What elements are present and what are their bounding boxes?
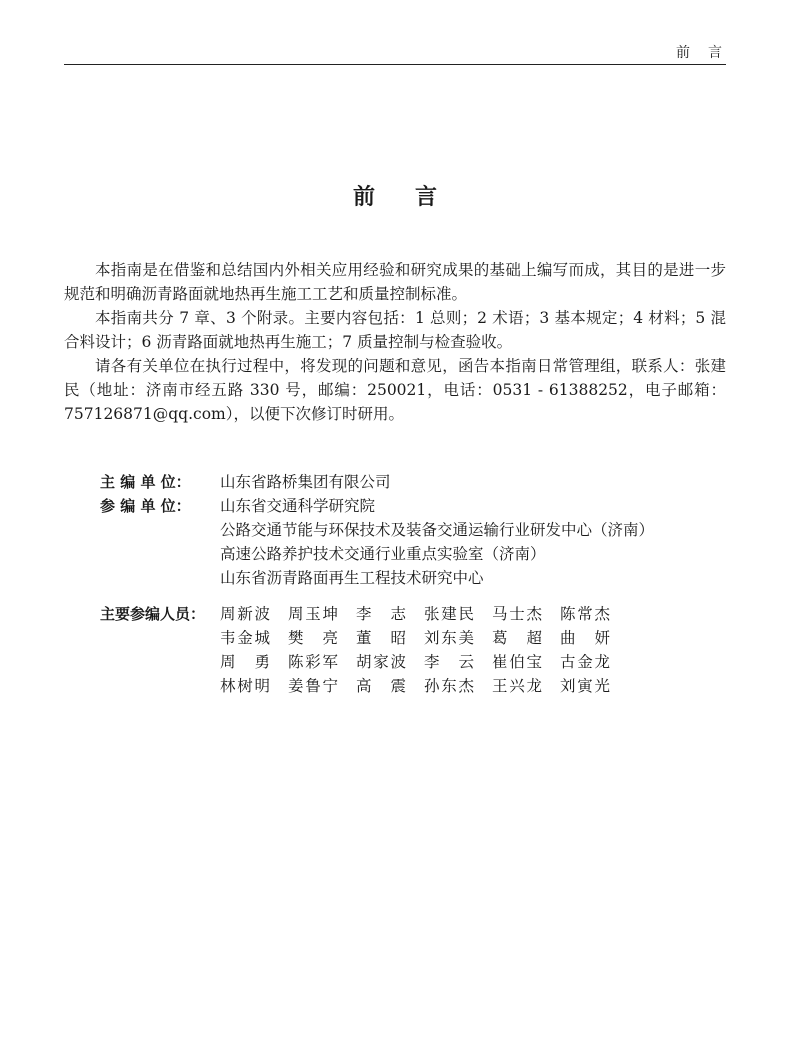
participant-name: 曲妍 <box>560 629 610 647</box>
co-editors-label: 参 编 单 位： <box>100 497 191 515</box>
participant-name: 高震 <box>356 677 406 695</box>
co-editor-unit: 公路交通节能与环保技术及装备交通运输行业研发中心（济南） <box>220 521 655 539</box>
participant-name: 孙东杰 <box>424 677 474 695</box>
participants-grid <box>220 602 740 698</box>
co-editor-unit: 山东省交通科学研究院 <box>220 497 376 515</box>
participant-name: 姜鲁宁 <box>288 677 338 695</box>
page-title: 前言 <box>352 185 477 210</box>
participants-label: 主要参编人员： <box>100 605 206 623</box>
participant-name: 刘东美 <box>424 629 474 647</box>
participant-name: 陈常杰 <box>560 605 610 623</box>
preface-paragraph-2: 本指南共分 7 章、3 个附录。主要内容包括：1 总则；2 术语；3 基本规定；4 材料；5 混合料设计；6 沥青路面就地热再生施工；7 质量控制与检查验收。 <box>64 309 726 351</box>
running-header <box>64 38 740 65</box>
credits-block <box>100 470 740 698</box>
preface-paragraph-3: 请各有关单位在执行过程中，将发现的问题和意见，函告本指南日常管理组，联系人：张建民（地址：济南市经五路 330 号，邮编：250021，电话：0531 - 61388252，电子邮箱：757126871@qq.com），以便下次修订时研用。 <box>64 357 726 423</box>
participants-values <box>220 602 740 698</box>
participant-name: 刘寅光 <box>560 677 610 695</box>
participant-name: 葛超 <box>492 629 542 647</box>
participant-name: 周新波 <box>220 605 270 623</box>
participant-name: 古金龙 <box>560 653 610 671</box>
preface-body <box>64 258 726 426</box>
participant-name: 韦金城 <box>220 629 270 647</box>
participant-name: 樊亮 <box>288 629 338 647</box>
participant-name: 崔伯宝 <box>492 653 542 671</box>
co-editors-values <box>220 494 740 590</box>
chief-editor-unit: 山东省路桥集团有限公司 <box>220 473 391 491</box>
participant-name: 胡家波 <box>356 653 406 671</box>
chief-editor-values <box>220 470 740 494</box>
participant-name: 周勇 <box>220 653 270 671</box>
chief-editor-row <box>100 470 740 494</box>
co-editors-row <box>100 494 740 590</box>
participant-name: 王兴龙 <box>492 677 542 695</box>
participant-name: 董昭 <box>356 629 406 647</box>
participant-name: 李志 <box>356 605 406 623</box>
running-header-title: 前言 <box>676 45 740 61</box>
preface-paragraph-1: 本指南是在借鉴和总结国内外相关应用经验和研究成果的基础上编写而成，其目的是进一步规范和明确沥青路面就地热再生施工工艺和质量控制标准。 <box>64 261 726 303</box>
participant-name: 林树明 <box>220 677 270 695</box>
participant-name: 张建民 <box>424 605 474 623</box>
participants-row <box>100 602 740 698</box>
chief-editor-label: 主 编 单 位： <box>100 473 191 491</box>
co-editor-unit: 山东省沥青路面再生工程技术研究中心 <box>220 569 484 587</box>
participant-name: 陈彩军 <box>288 653 338 671</box>
co-editor-unit: 高速公路养护技术交通行业重点实验室（济南） <box>220 545 546 563</box>
participant-name: 周玉坤 <box>288 605 338 623</box>
participant-name: 马士杰 <box>492 605 542 623</box>
participant-name: 李云 <box>424 653 474 671</box>
